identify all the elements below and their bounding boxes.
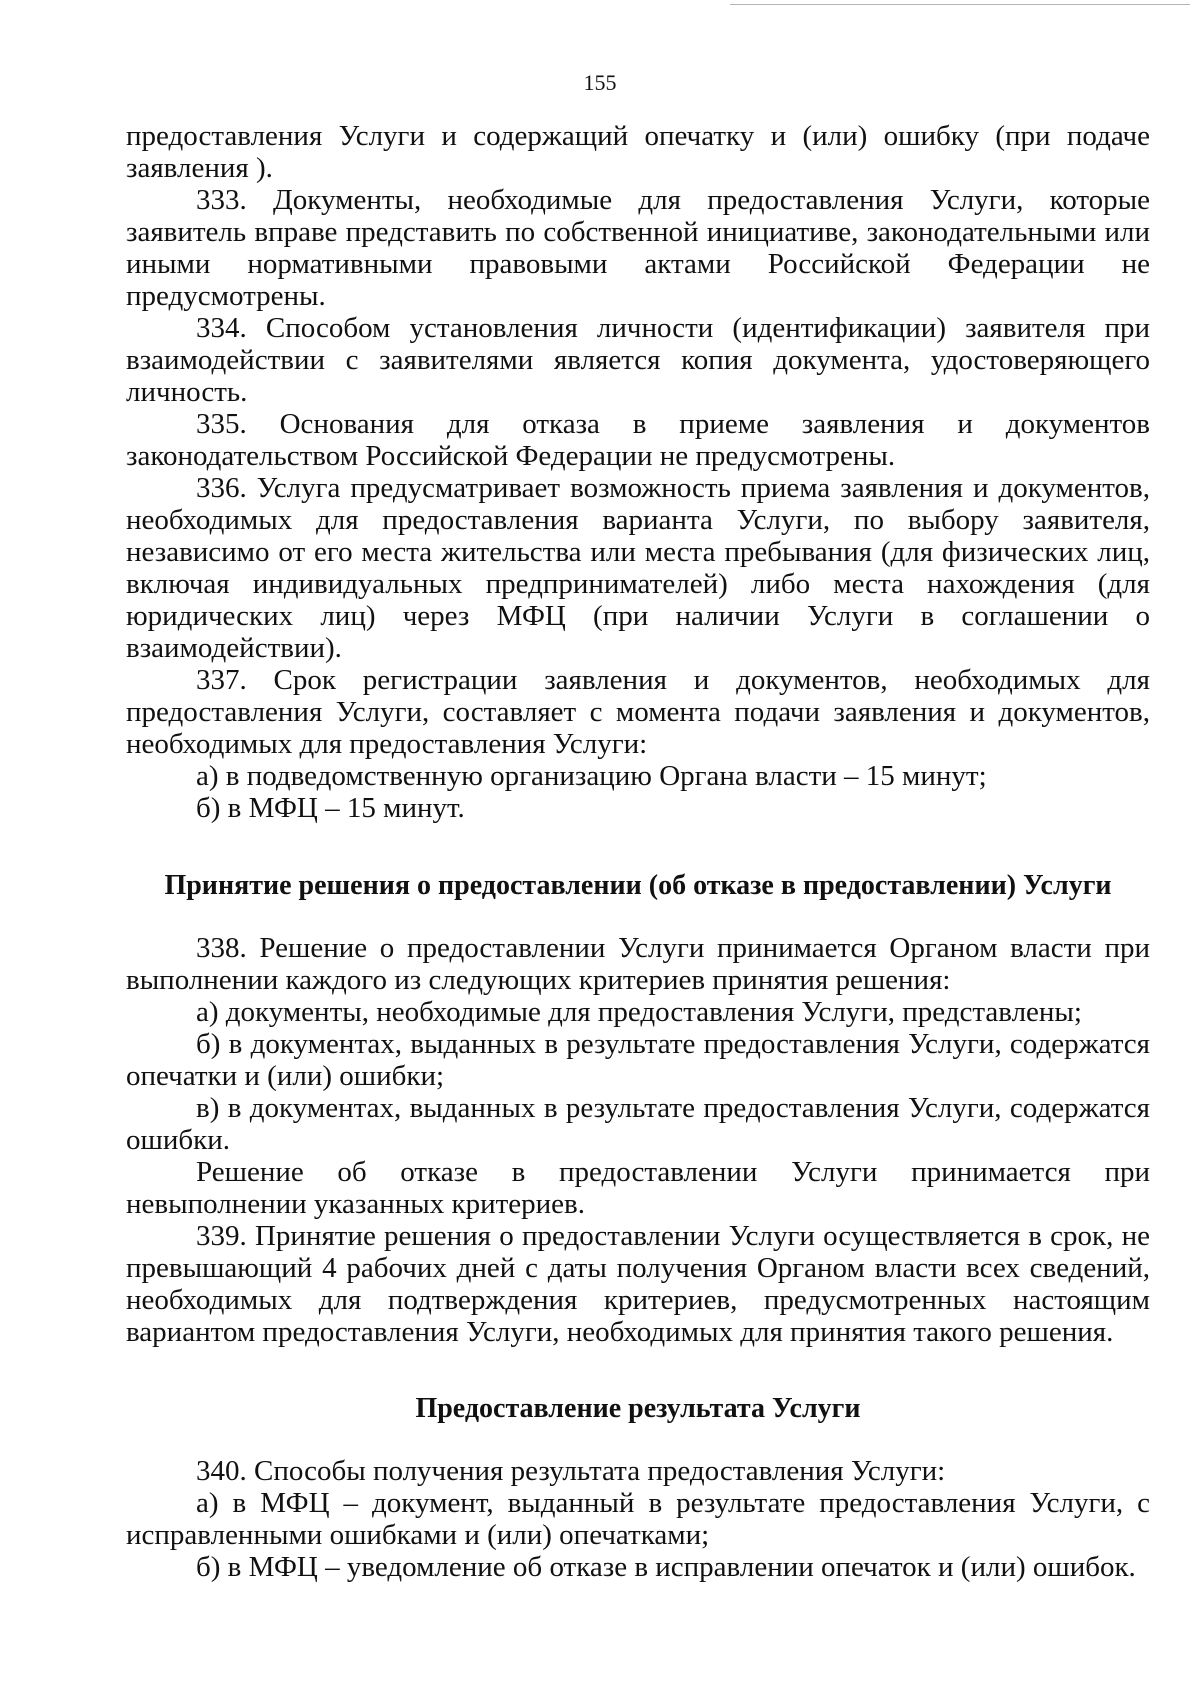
paragraph-336: 336. Услуга предусматривает возможность приема заявления и документов, необходимых для предоставления варианта Услуги, по выбору заявителя, независимо от его места жительства или места пребывания (для физических лиц, включая индивидуальных предпринимателей) либо места нахождения (для юридических лиц) через МФЦ (при наличии Услуги в соглашении о взаимодействии). [126,472,1150,664]
scan-edge-line [730,4,1190,5]
list-item-337-b: б) в МФЦ – 15 минут. [196,792,465,824]
paragraph-334: 334. Способом установления личности (идентификации) заявителя при взаимодействии с заявителями является копия документа, удостоверяющего личность. [126,312,1150,408]
list-item-337-a: а) в подведомственную организацию Органа власти – 15 минут; [196,760,987,792]
list-item-338-a: а) документы, необходимые для предоставления Услуги, представлены; [196,996,1082,1028]
section-heading-decision: Принятие решения о предоставлении (об отказе в предоставлении) Услуги [164,870,1112,901]
paragraph-continuation: предоставления Услуги и содержащий опечатку и (или) ошибку (при подаче заявления ). [126,120,1150,184]
list-item-340-b: б) в МФЦ – уведомление об отказе в исправлении опечаток и (или) ошибок. [196,1551,1136,1583]
section-heading-result: Предоставление результата Услуги [415,1393,861,1424]
paragraph-refusal-decision: Решение об отказе в предоставлении Услуги принимается при невыполнении указанных критериев. [126,1156,1150,1220]
paragraph-335: 335. Основания для отказа в приеме заявления и документов законодательством Российской Федерации не предусмотрены. [126,408,1150,472]
paragraph-338: 338. Решение о предоставлении Услуги принимается Органом власти при выполнении каждого из следующих критериев принятия решения: [126,932,1150,996]
list-item-340-a: а) в МФЦ – документ, выданный в результате предоставления Услуги, с исправленными ошибками и (или) опечатками; [126,1487,1150,1551]
list-item-338-b: б) в документах, выданных в результате предоставления Услуги, содержатся опечатки и (или) ошибки; [126,1028,1150,1092]
list-item-338-c: в) в документах, выданных в результате предоставления Услуги, содержатся ошибки. [126,1092,1150,1156]
paragraph-333: 333. Документы, необходимые для предоставления Услуги, которые заявитель вправе представить по собственной инициативе, законодательными или иными нормативными правовыми актами Российской Федерации не предусмотрены. [126,184,1150,312]
page-number: 155 [583,70,617,95]
paragraph-337: 337. Срок регистрации заявления и документов, необходимых для предоставления Услуги, составляет с момента подачи заявления и документов, необходимых для предоставления Услуги: [126,664,1150,760]
paragraph-340: 340. Способы получения результата предоставления Услуги: [196,1455,946,1487]
page-body [126,120,1150,1583]
paragraph-339: 339. Принятие решения о предоставлении Услуги осуществляется в срок, не превышающий 4 рабочих дней с даты получения Органом власти всех сведений, необходимых для подтверждения критериев, предусмотренных настоящим вариантом предоставления Услуги, необходимых для принятия такого решения. [126,1220,1150,1348]
